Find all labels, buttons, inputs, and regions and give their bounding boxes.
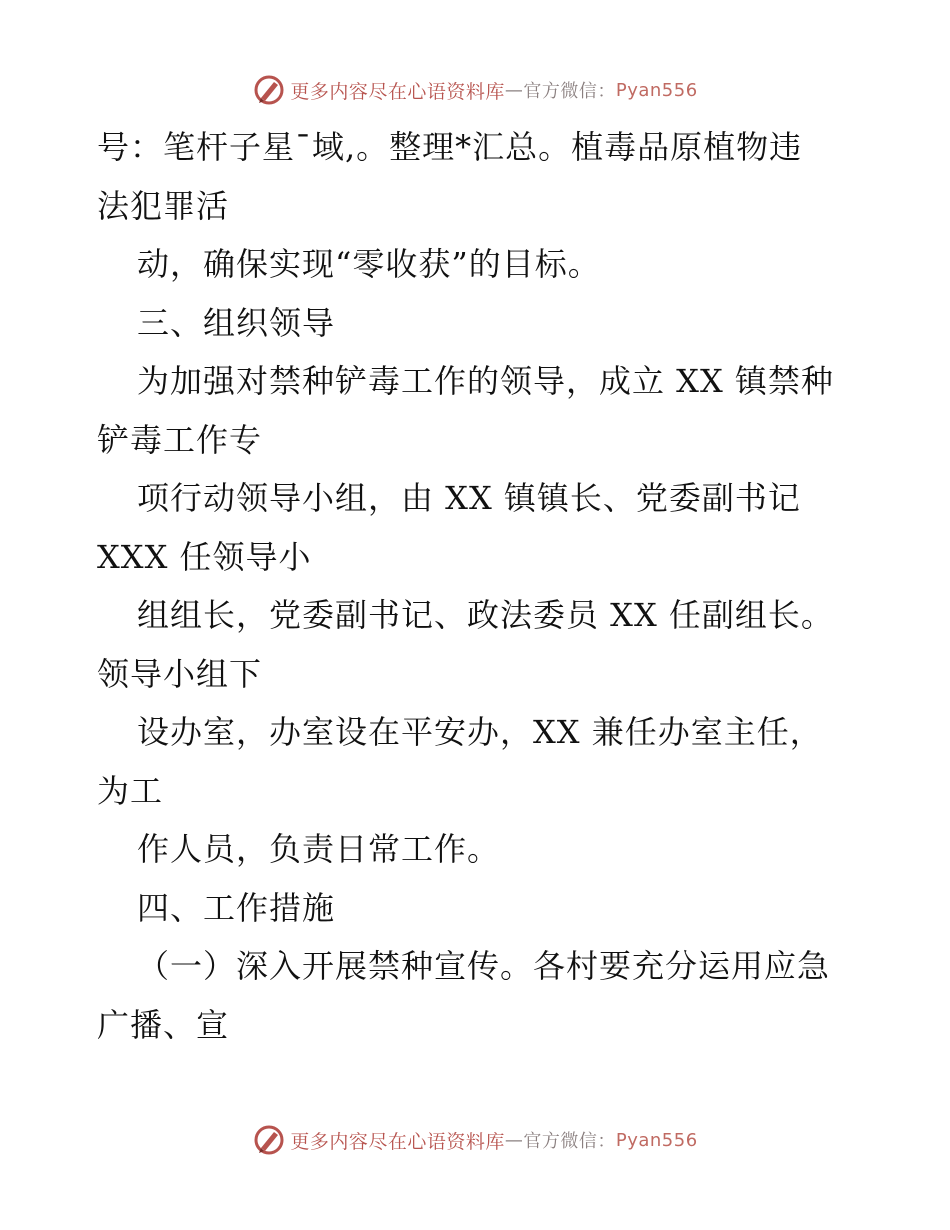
text-line: 号：笔杆子星¯域,。整理*汇总。植毒品原植物违 <box>97 128 803 166</box>
text-line: 为加强对禁种铲毒工作的领导，成立 XX 镇禁种 <box>137 362 834 400</box>
text-line: （一）深入开展禁种宣传。各村要充分运用应急 <box>137 947 831 985</box>
text-line: 法犯罪活 <box>97 186 230 225</box>
pen-circle-logo-icon <box>252 73 286 107</box>
text-line: 项行动领导小组，由 XX 镇镇长、党委副书记 <box>137 479 801 517</box>
wechat-id: Pyan556 <box>615 1129 698 1151</box>
text-line: 领导小组下 <box>97 654 263 693</box>
contact-label: 官方微信： <box>523 81 616 102</box>
text-line: 为工 <box>97 771 164 810</box>
section-heading: 四、工作措施 <box>137 888 336 927</box>
text-line: 动，确保实现“零收获”的目标。 <box>137 245 601 283</box>
text-line: 广播、宣 <box>97 1005 230 1044</box>
banner-separator: — <box>504 1129 524 1151</box>
footer-watermark-banner <box>0 1120 950 1160</box>
text-line: 设办室，办室设在平安办，XX 兼任办室主任， <box>137 713 823 751</box>
wechat-id: Pyan556 <box>615 79 698 101</box>
text-line: XXX 任领导小 <box>97 537 312 576</box>
text-line: 组组长，党委副书记、政法委员 XX 任副组长。 <box>137 596 834 634</box>
contact-label: 官方微信： <box>523 1131 616 1152</box>
document-body <box>97 118 887 1054</box>
banner-separator: — <box>504 79 524 101</box>
brand-text: 更多内容尽在心语资料库 <box>290 1130 505 1153</box>
section-heading: 三、组织领导 <box>137 303 336 342</box>
brand-text: 更多内容尽在心语资料库 <box>290 80 505 103</box>
pen-circle-logo-icon <box>252 1123 286 1157</box>
text-line: 铲毒工作专 <box>97 420 263 459</box>
text-line: 作人员，负责日常工作。 <box>137 830 501 868</box>
header-watermark-banner <box>0 70 950 110</box>
